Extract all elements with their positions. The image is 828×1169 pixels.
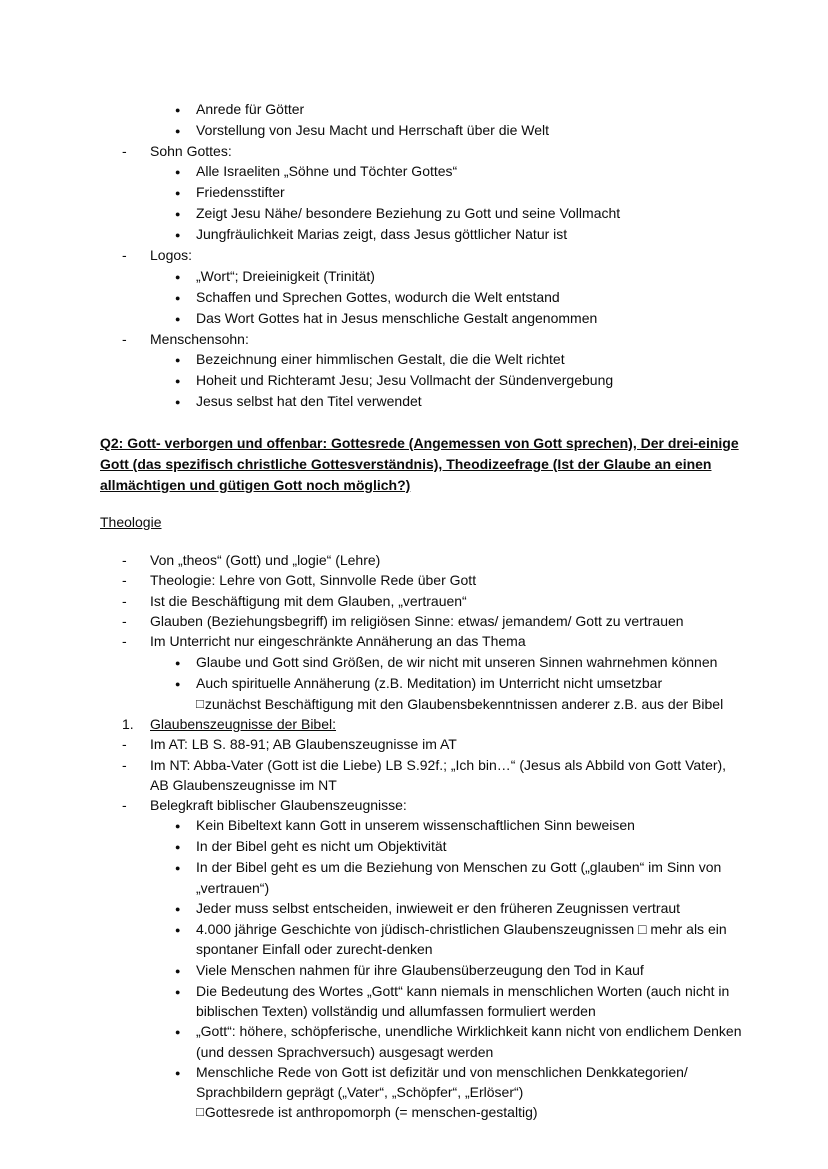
list-item-text: Glauben (Beziehungsbegriff) im religiösen Sinne: etwas/ jemandem/ Gott zu vertrauen — [150, 613, 684, 630]
list-item — [100, 308, 744, 329]
dash-marker: - — [122, 552, 127, 569]
bullet-icon: ● — [175, 396, 181, 407]
list-item-text: Jesus selbst hat den Titel verwendet — [196, 392, 422, 409]
bullet-icon: ● — [175, 904, 181, 915]
bullet-icon: ● — [175, 657, 181, 668]
bullet-icon: ● — [175, 209, 181, 220]
list-item-text: Schaffen und Sprechen Gottes, wodurch die Welt entstand — [196, 288, 560, 305]
bullet-icon: ● — [175, 105, 181, 115]
list-item — [100, 370, 744, 391]
theologie-heading: Theologie — [100, 513, 162, 530]
list-item-text: Logos: — [150, 247, 193, 264]
list-item — [100, 570, 744, 590]
list-item-text: Im Unterricht nur eingeschränkte Annäherung an das Thema — [150, 633, 526, 650]
dash-marker: - — [122, 613, 127, 630]
bullet-icon: ● — [175, 821, 181, 832]
list-item — [100, 857, 744, 898]
dash-marker: - — [122, 797, 127, 814]
bullet-icon: ● — [175, 292, 181, 303]
list-item — [100, 795, 744, 815]
list-item-text: Die Bedeutung des Wortes „Gott“ kann niemals in menschlichen Worten (auch nicht in biblischen Texten) vollständig und allumfassen formuliert werden — [196, 982, 730, 1019]
list-item — [100, 349, 744, 370]
list-item-text: Gottesrede ist anthropomorph (= menschen-gestaltig) — [204, 1104, 538, 1121]
list-item-text: In der Bibel geht es um die Beziehung von Menschen zu Gott („glauben“ im Sinn von „vertrauen“) — [196, 859, 722, 896]
bullet-icon: ● — [175, 313, 181, 324]
list-item — [100, 120, 744, 141]
dash-marker: - — [122, 330, 127, 347]
list-item-text: „Gott“: höhere, schöpferische, unendliche Wirklichkeit kann nicht von endlichem Denken (und dessen Sprachversuch) ausgesagt werden — [196, 1023, 742, 1060]
square-box-icon: □ — [196, 1104, 204, 1120]
list-item-text: Von „theos“ (Gott) und „logie“ (Lehre) — [150, 552, 381, 569]
list-item — [100, 287, 744, 308]
list-item-text: Sohn Gottes: — [150, 143, 232, 159]
list-item-text: Vorstellung von Jesu Macht und Herrschaft über die Welt — [196, 122, 550, 138]
list-item — [100, 755, 744, 796]
list-item-text: Jeder muss selbst entscheiden, inwieweit er den früheren Zeugnissen vertraut — [196, 900, 681, 917]
list-item-text: Friedensstifter — [196, 184, 285, 201]
list-item — [100, 391, 744, 412]
list-item-text: Menschliche Rede von Gott ist defizitär und von menschlichen Denkkategorien/ Sprachbildern geprägt („Vater“, „Schöpfer“, „Erlöser“) — [196, 1063, 688, 1101]
list-item — [100, 329, 744, 349]
list-item — [100, 652, 744, 673]
list-item — [100, 694, 744, 714]
square-box-icon: □ — [196, 695, 204, 711]
list-item-text: „Wort“; Dreieinigkeit (Trinität) — [196, 267, 375, 284]
list-item — [100, 673, 744, 694]
list-item — [100, 1102, 744, 1122]
list-item-text: zunächst Beschäftigung mit den Glaubensbekenntnissen anderer z.B. aus der Bibel — [204, 695, 724, 712]
list-item-text: Im AT: LB S. 88-91; AB Glaubenszeugnisse im AT — [150, 736, 457, 753]
list-item — [100, 182, 744, 203]
list-item-text: In der Bibel geht es nicht um Objektivität — [196, 838, 447, 855]
list-item — [100, 919, 744, 960]
list-item-text: Ist die Beschäftigung mit dem Glauben, „vertrauen“ — [150, 592, 467, 609]
notes-list-main — [100, 550, 744, 1123]
bullet-icon: ● — [175, 126, 181, 136]
list-item — [100, 981, 744, 1022]
q2-heading: Q2: Gott- verborgen und offenbar: Gottesrede (Angemessen von Gott sprechen), Der drei-einige Gott (das spezifisch christliche Gottesverständnis), Theodizeefrage (Ist der Glaube an einen allmächtigen und gütigen Gott noch möglich?) — [100, 434, 739, 493]
bullet-icon: ● — [175, 375, 181, 386]
bullet-icon: ● — [175, 354, 181, 365]
list-item — [100, 99, 744, 120]
bullet-icon: ● — [175, 271, 181, 282]
dash-marker: - — [122, 247, 127, 264]
list-item — [100, 245, 744, 265]
list-item — [100, 815, 744, 836]
list-item — [100, 898, 744, 919]
bullet-icon: ● — [175, 842, 181, 853]
list-item — [100, 141, 744, 161]
list-item-text: 4.000 jährige Geschichte von jüdisch-christlichen Glaubenszeugnissen □ mehr als ein spontaner Einfall oder zurecht-denken — [196, 921, 727, 958]
list-item-text: Kein Bibeltext kann Gott in unserem wissenschaftlichen Sinn beweisen — [196, 817, 635, 834]
list-item-text: Glaubenszeugnisse der Bibel: — [150, 715, 337, 732]
list-item — [100, 266, 744, 287]
bullet-icon: ● — [175, 986, 181, 997]
notes-list-top — [100, 99, 744, 412]
list-item — [100, 224, 744, 245]
list-item — [100, 734, 744, 754]
list-item — [100, 550, 744, 570]
list-item-text: Viele Menschen nahmen für ihre Glaubensüberzeugung den Tod in Kauf — [196, 961, 644, 978]
bullet-icon: ● — [175, 188, 181, 199]
list-item — [100, 1062, 744, 1103]
bullet-icon: ● — [175, 1067, 181, 1078]
list-item-text: Belegkraft biblischer Glaubenszeugnisse: — [150, 797, 407, 814]
bullet-icon: ● — [175, 925, 181, 936]
list-item-text: Das Wort Gottes hat in Jesus menschliche Gestalt angenommen — [196, 309, 598, 326]
list-item-text: Jungfräulichkeit Marias zeigt, dass Jesus göttlicher Natur ist — [196, 226, 568, 243]
bullet-icon: ● — [175, 965, 181, 976]
bullet-icon: ● — [175, 1027, 181, 1038]
number-marker: 1. — [122, 715, 134, 732]
dash-marker: - — [122, 756, 127, 773]
list-item — [100, 714, 744, 734]
dash-marker: - — [122, 572, 127, 589]
list-item — [100, 960, 744, 981]
dash-marker: - — [122, 592, 127, 609]
bullet-icon: ● — [175, 678, 181, 689]
list-item-text: Menschensohn: — [150, 330, 249, 347]
dash-marker: - — [122, 143, 127, 159]
list-item — [100, 161, 744, 182]
list-item — [100, 591, 744, 611]
list-item — [100, 611, 744, 631]
list-item — [100, 631, 744, 651]
dash-marker: - — [122, 633, 127, 650]
list-item-text: Glaube und Gott sind Größen, de wir nicht mit unseren Sinnen wahrnehmen können — [196, 653, 718, 670]
list-item-text: Anrede für Götter — [196, 101, 305, 117]
bullet-icon: ● — [175, 167, 181, 178]
list-item-text: Hoheit und Richteramt Jesu; Jesu Vollmacht der Sündenvergebung — [196, 371, 614, 388]
bullet-icon: ● — [175, 863, 181, 874]
dash-marker: - — [122, 736, 127, 753]
list-item — [100, 203, 744, 224]
list-item-text: Im NT: Abba-Vater (Gott ist die Liebe) LB S.92f.; „Ich bin…“ (Jesus als Abbild von Gott Vater), AB Glaubenszeugnisse im NT — [150, 756, 727, 793]
list-item-text: Theologie: Lehre von Gott, Sinnvolle Rede über Gott — [150, 572, 477, 589]
list-item-text: Zeigt Jesu Nähe/ besondere Beziehung zu Gott und seine Vollmacht — [196, 205, 621, 222]
list-item-text: Auch spirituelle Annäherung (z.B. Meditation) im Unterricht nicht umsetzbar — [196, 674, 663, 691]
list-item-text: Alle Israeliten „Söhne und Töchter Gottes“ — [196, 163, 458, 180]
list-item-text: Bezeichnung einer himmlischen Gestalt, die die Welt richtet — [196, 350, 565, 367]
list-item — [100, 836, 744, 857]
bullet-icon: ● — [175, 230, 181, 241]
list-item — [100, 1021, 744, 1062]
